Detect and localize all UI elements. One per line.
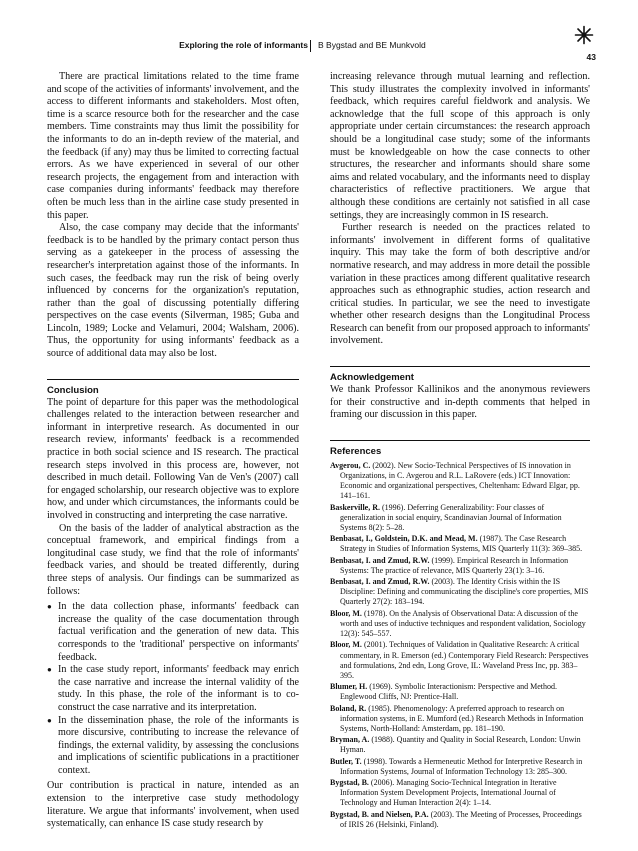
section-rule xyxy=(330,366,590,367)
reference-item: Avgerou, C. (2002). New Socio-Technical Perspectives of IS innovation in Organizations, in C. Avgerou and R.L. LaRovere (eds.) ICT Innovation: Economic and organizational perspectives, Cheltenham: Edward Elgar, pp. 141–161. xyxy=(330,460,580,501)
left-column xyxy=(47,71,299,831)
reference-item: Benbasat, I., Goldstein, D.K. and Mead, M. (1987). The Case Research Strategy in Studies of Information Systems, MIS Quarterly 11(3): 369–385. xyxy=(330,534,583,554)
list-item: ● In the dissemination phase, the role of the informants is more discursive, contributing to increase the relevance of findings, the external validity, by assessing the conclusions and implications of scientific publications in a practitioner context. xyxy=(47,715,299,778)
findings-list xyxy=(47,601,299,777)
reference-item: Benbasat, I. and Zmud, R.W. (2003). The Identity Crisis within the IS Discipline: Defining and communicating the discipline's core properties, MIS Quarterly 27(2): 183–194. xyxy=(330,577,589,607)
section-title-references: References xyxy=(330,445,382,457)
running-title: Exploring the role of informants xyxy=(179,40,308,50)
reference-item: Bygstad, B. and Nielsen, P.A. (2003). The Meeting of Processes, Proceedings of IRIS 26 (Helsinki, Finland). xyxy=(330,809,582,829)
reference-item: Bygstad, B. (2006). Managing Socio-Technical Integration in Iterative Information System Development Projects, International Journal of Technology and Human Interaction 2(4): 1–14. xyxy=(330,777,557,808)
paragraph: Also, the case company may decide that the informants' feedback is to be handled by the primary contact person thus serving as a gatekeeper in the process of assessing the researcher's interpretation against those of the informants. In such cases, the feedback may run the risk of being overly influenced by concerns for the organization's reputation, rather than the goal of discussing potentially differing perspectives on the case events (Silverman, 1985; Guba and Lincoln, 1989; Locke and Velamuri, 2004; Walsham, 2006). Thus, the opportunity for using informants' feedback as a source of additional data may also be lost. xyxy=(47,222,299,360)
paragraph: On the basis of the ladder of analytical abstraction as the conceptual framework, and empirical findings from a longitudinal case study, we find that the role of informants' feedback varies, and should be treated differently, during three steps of analysis. Our findings can be summarized as follows: xyxy=(47,522,299,597)
section-title-conclusion: Conclusion xyxy=(47,384,99,396)
paragraph: We thank Professor Kallinikos and the anonymous reviewers for their constructive and in-depth comments that helped in framing our discussion in this paper. xyxy=(330,384,590,421)
journal-logo-icon xyxy=(574,25,594,50)
list-item: ● In the data collection phase, informants' feedback can increase the quality of the case documentation through factual verification and the generation of new data. This corresponds to the 'traditional' perspective on informants' feedback. xyxy=(47,601,299,664)
reference-item: Blumer, H. (1969). Symbolic Interactionism: Perspective and Method. Englewood Cliffs, NJ: Prentice-Hall. xyxy=(330,682,558,702)
reference-item: Benbasat, I. and Zmud, R.W. (1999). Empirical Research in Information Systems: The practice of relevance, MIS Quarterly 23(1): 3–16. xyxy=(330,555,569,575)
paragraph: There are practical limitations related to the time frame and scope of the activities of informants' involvement, and the access to different informants and stakeholders. Most often, time is a scarce resource both for the researcher and the case members. Time constraints may thus limit the possibility for the informants to do an in-depth review of the material, and the feedback (if any) may thus be limited to correcting factual errors. As we have experienced in several of our other research projects, the engagement from and interaction with case companies during informants' feedback may therefore often be much less than in the airline case study presented in this paper. xyxy=(47,71,299,221)
reference-item: Butler, T. (1998). Towards a Hermeneutic Method for Interpretive Research in Information Systems, Journal of Information Technology 13: 285–300. xyxy=(330,756,583,776)
paragraph: Further research is needed on the practices related to informants' involvement in different forms of qualitative inquiry. This may take the form of both descriptive and/or normative research, and may address in more detail the possible variation in these practices among different qualitative research approaches such as ethnographic studies, action research and critical studies. In particular, we see the need to investigate whether other research designs than the Longitudinal Process Research can benefit from our proposed approach to informants' involvement. xyxy=(330,222,590,347)
paragraph: The point of departure for this paper was the methodological challenges related to the interaction between researcher and informant in interpretive research. As documented in our research review, informants' feedback is a recommended practice in both social science and IS research. The practical research steps involved in this process are, however, not described in much detail. Following Van de Ven's (2007) call for engaged scholarship, our research objective was to explore how, and under which circumstances, the informants could be involved in constructing and interpreting the case narrative. xyxy=(47,396,299,521)
reference-item: Boland, R. (1985). Phenomenology: A preferred approach to research on information systems, in E. Mumford (ed.) Research Methods in Information Systems, North-Holland: Amsterdam, pp. 181–190. xyxy=(330,703,584,733)
paragraph: Our contribution is practical in nature, intended as an extension to the interpretive case study methodology literature. We argue that informants' involvement, when used systematically, can enhance IS case study research by xyxy=(47,780,299,830)
reference-item: Baskerville, R. (1996). Deferring Generalizability: Four classes of generalization in social enquiry, Scandinavian Journal of Information Systems 8(2): 5–28. xyxy=(330,502,562,533)
list-item: ● In the case study report, informants' feedback may enrich the case narrative and increase the internal validity of the study. In this phase, the role of the informant is to co-construct the case narrative and its interpretation. xyxy=(47,664,299,714)
reference-item: Bloor, M. (1978). On the Analysis of Observational Data: A discussion of the worth and uses of inductive techniques and respondent validation, Sociology 12(3): 545–557. xyxy=(330,608,586,639)
section-rule xyxy=(330,440,590,441)
section-rule xyxy=(47,379,299,380)
running-header xyxy=(0,40,638,54)
running-authors: B Bygstad and BE Munkvold xyxy=(318,40,426,50)
section-title-acknowledgement: Acknowledgement xyxy=(330,372,414,384)
page-number: 43 xyxy=(586,52,596,62)
reference-item: Bryman, A. (1988). Quantity and Quality in Social Research, London: Unwin Hyman. xyxy=(330,735,581,755)
header-divider xyxy=(310,40,311,52)
right-column xyxy=(330,71,590,831)
reference-list xyxy=(330,461,590,830)
reference-item: Bloor, M. (2001). Techniques of Validation in Qualitative Research: A critical commentary, in R. Emerson (ed.) Contemporary Field Research: Perspectives and formulations, 2nd edn, Long Grove, IL: Waveland Press Inc, pp. 383–395. xyxy=(330,640,589,680)
paragraph: increasing relevance through mutual learning and reflection. This study illustrates the complexity involved in informants' feedback, which requires careful fieldwork and analysis. We acknowledge that the full scope of this approach is only appropriate under certain circumstances: the research approach should be a longitudinal case study; some of the informants must be knowledgeable on how the case connects to other structures, the researcher and informants should share some aims and related vocabulary, and the informants need to display characteristics of reflective practitioners. We argue that although these conditions are certainly not satisfied in all case settings, they are increasingly common in IS research. xyxy=(330,71,590,221)
